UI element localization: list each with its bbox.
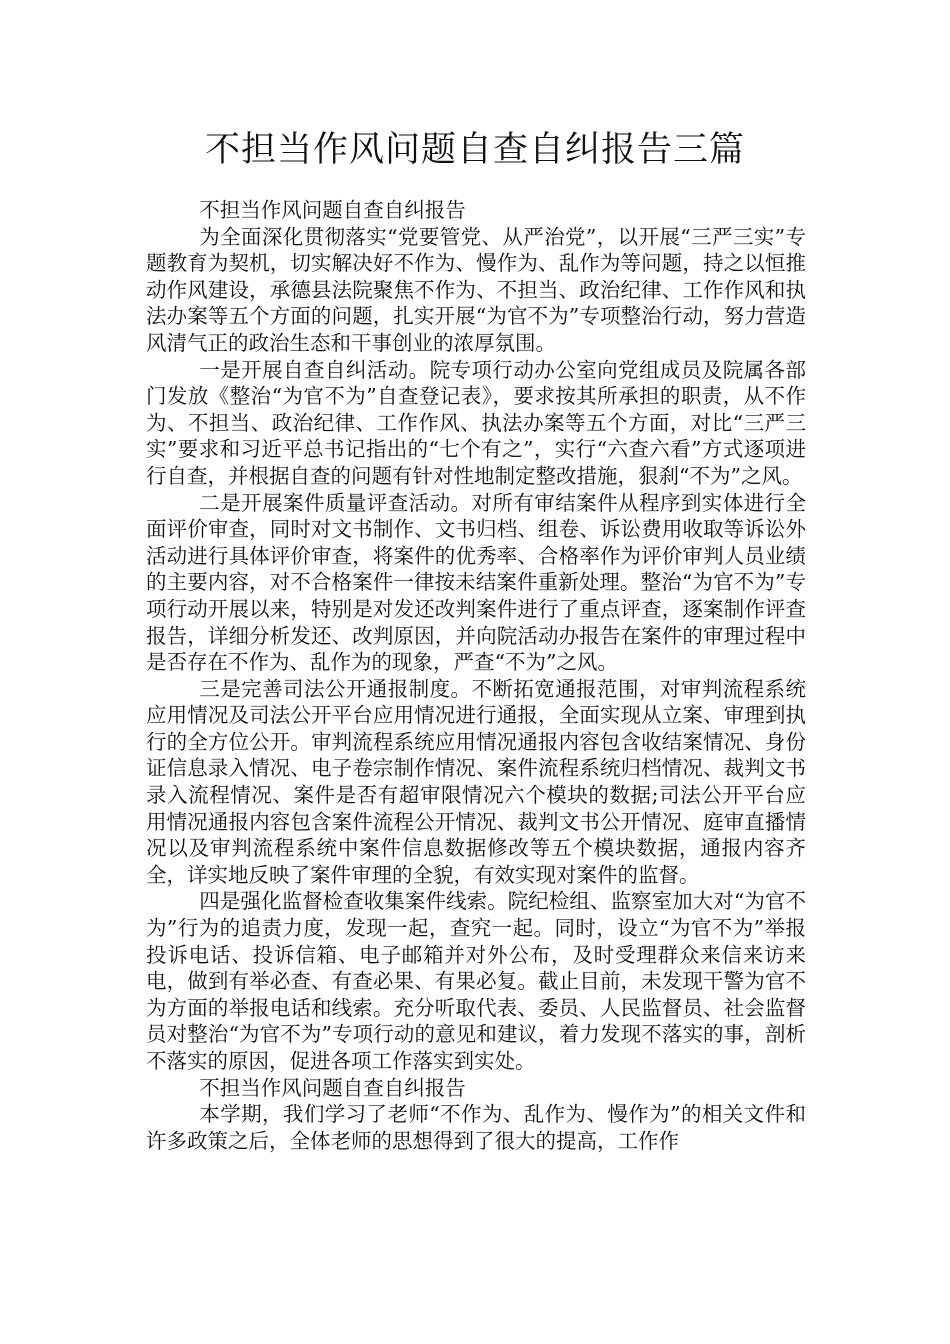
paragraph-judicial-disclosure: 三是完善司法公开通报制度。不断拓宽通报范围，对审判流程系统应用情况及司法公开平台应用情况进行通报，全面实现从立案、审理到执行的全方位公开。审判流程系统应用情况通报内容包含收结案情况、身份证信息录入情况、电子卷宗制作情况、案件流程系统归档情况、裁判文书录入流程情况、案件是否有超审限情况六个模块的数据;司法公开平台应用情况通报内容包含案件流程公开情况、裁判文书公开情况、庭审直播情况以及审判流程系统中案件信息数据修改等五个模块数据，通报内容齐全，详实地反映了案件审理的全貌，有效实现对案件的监督。: [146, 676, 806, 887]
section-heading-1: 不担当作风问题自查自纠报告: [199, 198, 466, 222]
paragraph-case-quality: 二是开展案件质量评查活动。对所有审结案件从程序到实体进行全面评价审查，同时对文书制作、文书归档、组卷、诉讼费用收取等诉讼外活动进行具体评价审查，将案件的优秀率、合格率作为评价审判人员业绩的主要内容，对不合格案件一律按未结案件重新处理。整治“为官不为”专项行动开展以来，特别是对发还改判案件进行了重点评查，逐案制作评查报告，详细分析发还、改判原因，并向院活动办报告在案件的审理过程中是否存在不作为、乱作为的现象，严查“不为”之风。: [146, 490, 806, 675]
paragraph-intro: 为全面深化贯彻落实“党要管党、从严治党”，以开展“三严三实”专题教育为契机，切实解决好不作为、慢作为、乱作为等问题，持之以恒推动作风建设，承德县法院聚焦不作为、不担当、政治纪律、工作作风和执法办案等五个方面的问题，扎实开展“为官不为”专项整治行动，努力营造风清气正的政治生态和干事创业的浓厚氛围。: [146, 224, 806, 355]
document-body: [146, 197, 806, 1154]
section-heading-2: 不担当作风问题自查自纠报告: [199, 1075, 466, 1100]
document-title: 不担当作风问题自查自纠报告三篇: [204, 130, 745, 170]
paragraph-self-inspection: 一是开展自查自纠活动。院专项行动办公室向党组成员及院属各部门发放《整治“为官不为”自查登记表》，要求按其所承担的职责，从不作为、不担当、政治纪律、工作作风、执法办案等五个方面，对比“三严三实”要求和习近平总书记指出的“七个有之”，实行“六查六看”方式逐项进行自查，并根据自查的问题有针对性地制定整改措施，狠刹“不为”之风。: [146, 357, 806, 488]
paragraph-semester: 本学期，我们学习了老师“不作为、乱作为、慢作为”的相关文件和许多政策之后，全体老师的思想得到了很大的提高，工作作: [146, 1102, 806, 1153]
paragraph-supervision: 四是强化监督检查收集案件线索。院纪检组、监察室加大对“为官不为”行为的追责力度，发现一起，查究一起。同时，设立“为官不为”举报投诉电话、投诉信箱、电子邮箱并对外公布，及时受理群众来信来访来电，做到有举必查、有查必果、有果必复。截止目前，未发现干警为官不为方面的举报电话和线索。充分听取代表、委员、人民监督员、社会监督员对整治“为官不为”专项行动的意见和建议，着力发现不落实的事，剖析不落实的原因，促进各项工作落实到实处。: [146, 889, 806, 1073]
